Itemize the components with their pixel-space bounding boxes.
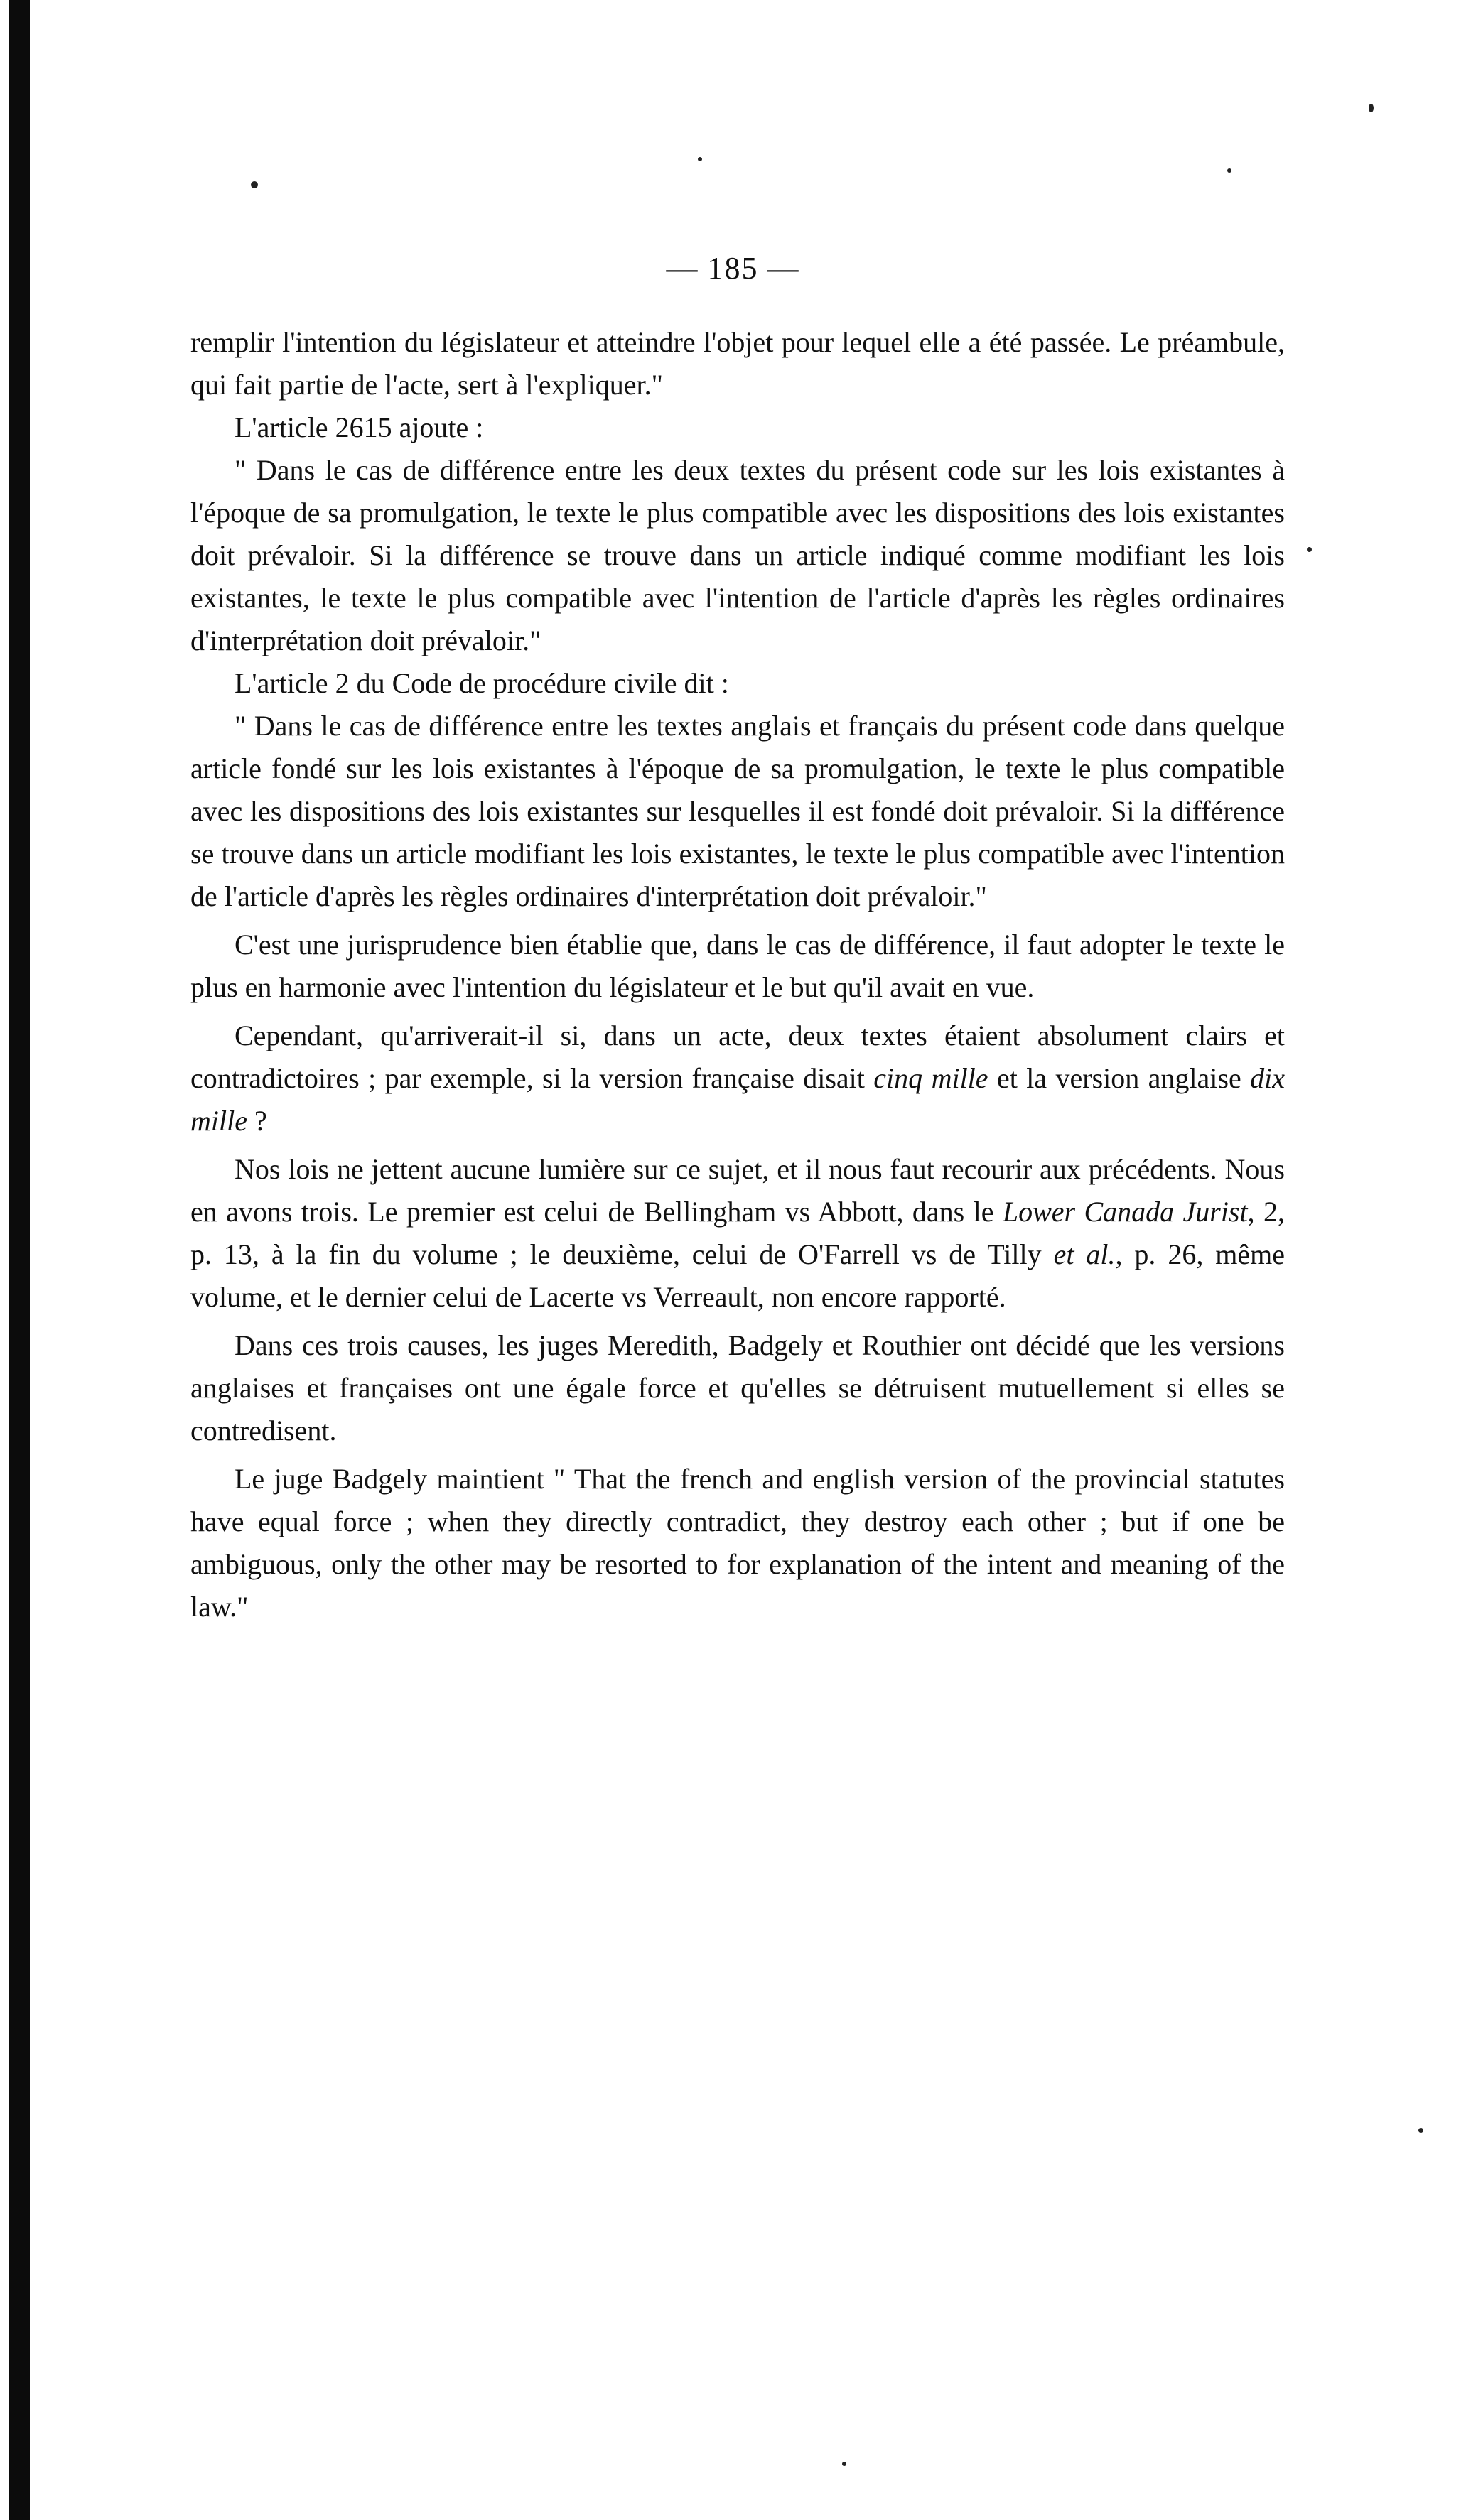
paragraph: L'article 2 du Code de procédure civile dit : (235, 667, 729, 699)
paragraph-text: , p. 26, même volume, et le dernier celui de Lacerte vs Verreault, non encore rapporté. (190, 1238, 1286, 1313)
paragraph: C'est une jurisprudence bien établie que, dans le cas de différence, il faut adopter le texte le plus en harmonie avec l'intention du législateur et le but qu'il avait en vue. (190, 929, 1285, 1003)
speck (842, 2462, 846, 2466)
speck (1307, 547, 1312, 552)
body-text (190, 321, 1285, 1628)
paragraph (190, 1015, 1285, 1142)
speck (698, 157, 702, 161)
speck (251, 181, 258, 188)
page-number-value: 185 (707, 251, 759, 286)
quotation: " Dans le cas de différence entre les deux textes du présent code sur les lois existantes à l'époque de sa promulgation, le texte le plus compatible avec les dispositions des lois existantes doit prévaloir. Si la différence se trouve dans un article indiqué comme modifiant les lois existantes, le texte le plus compatible avec l'intention de l'article d'après les règles ordinaires d'interprétation doit prévaloir." (190, 454, 1285, 656)
binding-edge (9, 0, 30, 2520)
paragraph: L'article 2615 ajoute : (235, 411, 484, 443)
paragraph-text: Nos lois ne jettent aucune lumière sur ce sujet, et il nous faut recourir aux précédents. Nous en avons trois. Le premier est celui de Bellingham vs Abbott, dans le (190, 1153, 1285, 1228)
quotation: " Dans le cas de différence entre les textes anglais et français du présent code dans quelque article fondé sur les lois existantes à l'époque de sa promulgation, le texte le plus compatible avec les dispositions des lois existantes sur lesquelles il est fondé doit prévaloir. Si la différence se trouve dans un article modifiant les lois existantes, le texte le plus compatible avec l'intention de l'article d'après les règles ordinaires d'interprétation doit prévaloir." (190, 710, 1285, 912)
paragraph-text: ? (247, 1105, 267, 1137)
italic-phrase: et al. (1053, 1238, 1116, 1270)
paragraph-text: , 2, p. 13, à la fin du volume ; le deuxième, celui de O'Farrell vs de Tilly (190, 1196, 1285, 1270)
italic-phrase: Lower Canada Jurist (1002, 1196, 1248, 1228)
speck (1227, 168, 1231, 173)
page-number-dash: — (666, 251, 699, 286)
italic-phrase: dix mille (190, 1062, 1286, 1137)
paragraph-text: et la version anglaise (988, 1062, 1251, 1094)
speck (1418, 2128, 1423, 2133)
paragraph (190, 1148, 1285, 1319)
italic-phrase: cinq mille (873, 1062, 988, 1094)
paragraph: Dans ces trois causes, les juges Meredith, Badgely et Routhier ont décidé que les versions anglaises et françaises ont une égale force et qu'elles se détruisent mutuellement si elles se contredisent. (190, 1329, 1285, 1446)
paragraph: remplir l'intention du législateur et atteindre l'objet pour lequel elle a été passée. Le préambule, qui fait partie de l'acte, sert à l'expliquer." (190, 326, 1285, 401)
page-number (0, 250, 1466, 286)
paragraph: Le juge Badgely maintient " That the french and english version of the provincial statutes have equal force ; when they directly contradict, they destroy each other ; but if one be ambiguous, only the other may be resorted to for explanation of the intent and meaning of the law." (190, 1463, 1285, 1623)
page-number-dash: — (767, 251, 800, 286)
paragraph-text: Cependant, qu'arriverait-il si, dans un acte, deux textes étaient absolument clairs et contradictoires ; par exemple, si la version française disait (190, 1020, 1285, 1094)
speck (1369, 104, 1374, 112)
